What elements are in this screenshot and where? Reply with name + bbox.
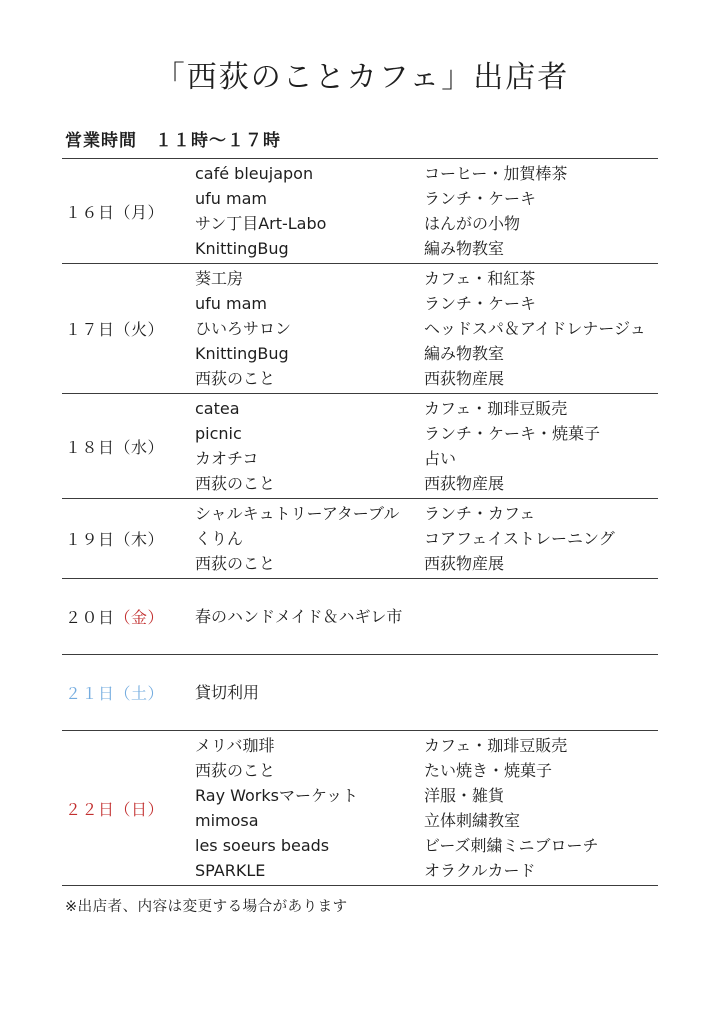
date-label-day-21-sat: [62, 680, 195, 705]
date-label-part: １６日（月）: [65, 202, 165, 222]
vendor-description: 西荻物産展: [424, 369, 505, 388]
vendor-description: 西荻物産展: [424, 474, 505, 493]
vendor-name: 西荻のこと: [195, 554, 276, 573]
vendor-description: たい焼き・焼菓子: [424, 761, 553, 780]
date-label-part: ２１日（土）: [65, 684, 165, 703]
schedule-block-day-22-sun: [62, 731, 658, 886]
vendor-description: オラクルカード: [424, 861, 536, 880]
vendor-row: [195, 808, 658, 833]
vendor-rows: [195, 680, 658, 705]
vendor-row: [195, 421, 658, 446]
vendor-description: 編み物教室: [424, 239, 505, 258]
schedule-block-day-16-mon: [62, 159, 658, 264]
vendor-description: ランチ・ケーキ: [424, 189, 537, 208]
date-label-part: ２２日（日）: [65, 799, 165, 819]
vendor-name: メリバ珈琲: [195, 736, 275, 755]
vendor-row: [195, 783, 658, 808]
date-label-part: １８日（水）: [65, 437, 165, 457]
vendor-row: [195, 341, 658, 366]
vendor-row: [195, 604, 658, 629]
vendor-row: [195, 291, 658, 316]
vendor-description: ビーズ刺繍ミニブローチ: [424, 836, 599, 855]
vendor-name: picnic: [195, 424, 242, 443]
vendor-row: [195, 858, 658, 883]
vendor-row: [195, 733, 658, 758]
date-label-part: ２０日: [65, 608, 115, 627]
vendor-description: 洋服・雑貨: [424, 786, 505, 805]
date-label-day-18-wed: [62, 396, 195, 496]
vendor-row: [195, 186, 658, 211]
vendor-description: カフェ・珈琲豆販売: [424, 399, 568, 418]
vendor-name: SPARKLE: [195, 861, 266, 880]
vendor-rows: [195, 161, 658, 261]
vendor-row: [195, 161, 658, 186]
date-label-day-19-thu: [62, 501, 195, 576]
vendor-description: ランチ・ケーキ・焼菓子: [424, 424, 601, 443]
vendor-name: サン丁目Art-Labo: [195, 214, 327, 233]
vendor-name: KnittingBug: [195, 239, 289, 258]
business-hours: 営業時間 １１時～１７時: [62, 126, 658, 159]
vendor-name: くりん: [195, 529, 244, 548]
vendor-name: カオチコ: [195, 449, 259, 468]
vendor-description: コーヒー・加賀棒茶: [424, 164, 568, 183]
vendor-name: ufu mam: [195, 189, 267, 208]
vendor-row: [195, 366, 658, 391]
vendor-row: [195, 266, 658, 291]
vendor-description: 西荻物産展: [424, 554, 505, 573]
vendor-rows: [195, 733, 658, 883]
vendor-name: 葵工房: [195, 269, 244, 288]
vendor-rows: [195, 604, 658, 629]
date-label-day-16-mon: [62, 161, 195, 261]
date-label-part: １９日（木）: [65, 530, 165, 549]
vendor-description: 編み物教室: [424, 344, 505, 363]
date-label-day-20-fri: [62, 604, 195, 629]
vendor-name: ひいろサロン: [195, 319, 292, 338]
vendor-row: [195, 396, 658, 421]
vendor-description: ランチ・カフェ: [424, 504, 536, 523]
vendor-name: 西荻のこと: [195, 474, 276, 493]
vendor-name: 西荻のこと: [195, 761, 276, 780]
vendor-description: [424, 604, 658, 629]
vendor-name: catea: [195, 399, 240, 418]
vendor-rows: [195, 266, 658, 391]
schedule-table: [62, 159, 658, 886]
schedule-block-day-20-fri: [62, 579, 658, 655]
page-title: 「西荻のことカフェ」出店者: [154, 60, 570, 95]
vendor-name: 春のハンドメイド＆ハギレ市: [195, 607, 403, 626]
vendor-name: シャルキュトリーアターブル: [195, 504, 400, 523]
date-label-part: （金）: [114, 608, 165, 627]
date-label-day-22-sun: [62, 733, 195, 883]
schedule-block-day-18-wed: [62, 394, 658, 499]
schedule-block-day-17-tue: [62, 264, 658, 394]
schedule-content: [62, 126, 658, 916]
vendor-row: [195, 501, 658, 526]
vendor-rows: [195, 501, 658, 576]
vendor-row: [195, 316, 658, 341]
schedule-block-day-19-thu: [62, 499, 658, 579]
date-label-day-17-tue: [62, 266, 195, 391]
vendor-description: コアフェイストレーニング: [424, 529, 615, 548]
vendor-description: はんがの小物: [424, 214, 521, 233]
vendor-row: [195, 758, 658, 783]
vendor-description: ヘッドスパ＆アイドレナージュ: [424, 319, 646, 338]
vendor-description: カフェ・珈琲豆販売: [424, 736, 568, 755]
vendor-name: les soeurs beads: [195, 836, 330, 855]
vendor-description: 立体刺繍教室: [424, 811, 521, 830]
schedule-block-day-21-sat: [62, 655, 658, 731]
vendor-name: ufu mam: [195, 294, 267, 313]
vendor-name: mimosa: [195, 811, 259, 830]
vendor-row: [195, 526, 658, 551]
vendor-row: [195, 211, 658, 236]
vendor-name: café bleujapon: [195, 164, 314, 183]
vendor-name: 西荻のこと: [195, 369, 276, 388]
vendor-name: Ray Worksマーケット: [195, 786, 359, 805]
vendor-description: [424, 680, 658, 705]
vendor-description: 占い: [424, 449, 457, 468]
vendor-description: カフェ・和紅茶: [424, 269, 536, 288]
vendor-row: [195, 551, 658, 576]
vendor-row: [195, 471, 658, 496]
vendor-row: [195, 236, 658, 261]
vendor-row: [195, 680, 658, 705]
footer-note: ※出店者、内容は変更する場合があります: [65, 899, 348, 915]
vendor-row: [195, 833, 658, 858]
vendor-name: 貸切利用: [195, 683, 260, 702]
date-label-part: １７日（火）: [65, 320, 165, 339]
vendor-name: KnittingBug: [195, 344, 289, 363]
vendor-description: ランチ・ケーキ: [424, 294, 537, 313]
vendor-row: [195, 446, 658, 471]
vendor-rows: [195, 396, 658, 496]
